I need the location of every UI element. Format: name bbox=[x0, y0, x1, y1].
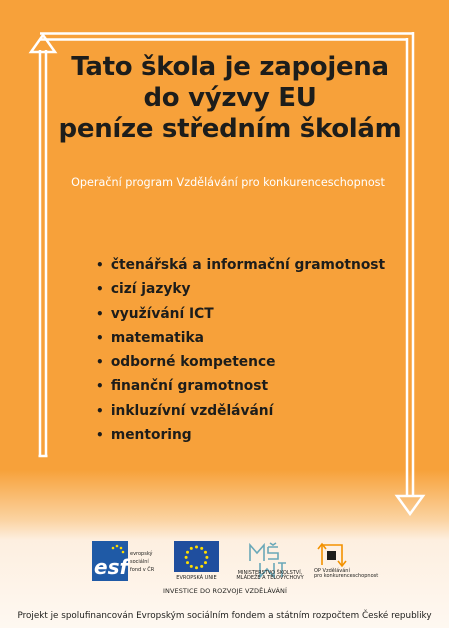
bullet-icon: • bbox=[96, 355, 104, 370]
topic-label: inkluzívní vzdělávání bbox=[110, 402, 274, 419]
ministry-text-2: MLÁDEŽE A TĚLOVÝCHOVY bbox=[236, 575, 304, 581]
page-title bbox=[40, 52, 420, 145]
list-item bbox=[96, 326, 385, 350]
topic-label: matematika bbox=[110, 329, 204, 346]
op-text-2: pro konkurenceschopnost bbox=[314, 573, 379, 579]
title-line-1: Tato škola je zapojena bbox=[71, 52, 389, 82]
bullet-icon: • bbox=[96, 428, 104, 443]
investice-tagline: INVESTICE DO ROZVOJE VZDĚLÁVÁNÍ bbox=[162, 587, 288, 595]
bullet-icon: • bbox=[96, 330, 104, 345]
bullet-icon: • bbox=[96, 306, 104, 321]
esf-text-1: evropský bbox=[130, 551, 153, 557]
topic-label: cizí jazyky bbox=[110, 281, 191, 298]
list-item bbox=[96, 423, 385, 447]
logo-strip bbox=[90, 538, 379, 598]
topic-label: finanční gramotnost bbox=[110, 378, 269, 395]
esf-text-3: fond v ČR bbox=[130, 567, 155, 573]
list-item bbox=[96, 253, 385, 277]
esf-logo-icon bbox=[92, 541, 162, 581]
bullet-icon: • bbox=[96, 403, 104, 418]
eu-flag-icon bbox=[173, 541, 220, 581]
ministry-text-1: MINISTERSTVO ŠKOLSTVÍ, bbox=[237, 570, 303, 576]
op-program-logo-icon bbox=[312, 541, 379, 581]
eu-caption: EVROPSKÁ UNIE bbox=[176, 575, 217, 581]
topic-list bbox=[96, 253, 385, 447]
esf-text-2: sociální bbox=[130, 559, 149, 565]
list-item bbox=[96, 277, 385, 301]
bullet-icon: • bbox=[96, 379, 104, 394]
bullet-icon: • bbox=[96, 282, 104, 297]
list-item bbox=[96, 399, 385, 423]
list-item bbox=[96, 350, 385, 374]
ministry-logo-icon bbox=[236, 541, 304, 581]
bullet-icon: • bbox=[96, 258, 104, 272]
footer-note: Projekt je spolufinancován Evropským sociálním fondem a státním rozpočtem České republiky bbox=[17, 611, 432, 621]
topic-label: využívání ICT bbox=[110, 305, 214, 322]
title-line-2: do výzvy EU bbox=[143, 83, 317, 113]
topic-label: čtenářská a informační gramotnost bbox=[110, 257, 386, 273]
list-item bbox=[96, 374, 385, 398]
topic-label: odborné kompetence bbox=[110, 354, 276, 371]
esf-mark: esf bbox=[94, 555, 129, 579]
topic-label: mentoring bbox=[110, 427, 192, 444]
program-subtitle: Operační program Vzdělávání pro konkurenceschopnost bbox=[71, 176, 385, 189]
op-text-1: OP Vzdělávání bbox=[314, 568, 350, 574]
title-line-3: peníze středním školám bbox=[58, 114, 402, 144]
list-item bbox=[96, 302, 385, 326]
